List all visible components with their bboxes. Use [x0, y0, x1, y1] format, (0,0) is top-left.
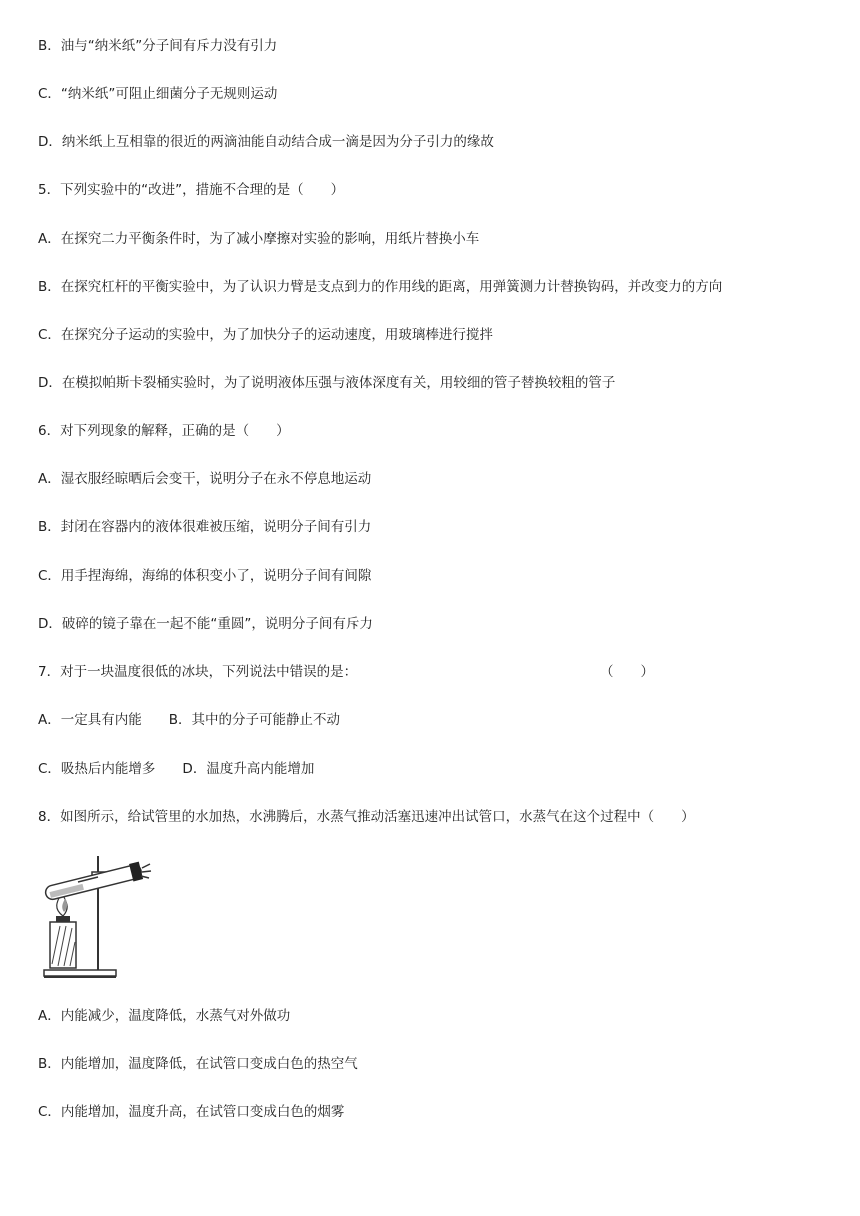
q5-option-b: B．在探究杠杆的平衡实验中，为了认识力臂是支点到力的作用线的距离，用弹簧测力计替换钩码，并改变力的方向 — [38, 279, 723, 295]
q8-option-a: A．内能减少，温度降低，水蒸气对外做功 — [38, 1008, 291, 1024]
q6-option-b: B．封闭在容器内的液体很难被压缩，说明分子间有引力 — [38, 519, 372, 535]
test-tube-heating-figure — [38, 850, 152, 980]
q5-stem: 5．下列实验中的“改进”，措施不合理的是（ ） — [38, 182, 345, 198]
q8-stem: 8．如图所示，给试管里的水加热，水沸腾后，水蒸气推动活塞迅速冲出试管口，水蒸气在这个过程中（ ） — [38, 809, 695, 825]
q7-answer-bracket: （ ） — [600, 664, 654, 680]
q6-option-c: C．用手捏海绵，海绵的体积变小了，说明分子间有间隙 — [38, 568, 372, 584]
q6-stem: 6．对下列现象的解释，正确的是（ ） — [38, 423, 290, 439]
q5-option-c: C．在探究分子运动的实验中，为了加快分子的运动速度，用玻璃棒进行搅拌 — [38, 327, 493, 343]
q7-options-cd: C．吸热后内能增多 D．温度升高内能增加 — [38, 761, 315, 777]
q8-option-c: C．内能增加，温度升高，在试管口变成白色的烟雾 — [38, 1104, 345, 1120]
q6-option-a: A．湿衣服经晾晒后会变干，说明分子在永不停息地运动 — [38, 471, 372, 487]
q6-option-d: D．破碎的镜子靠在一起不能“重圆”，说明分子间有斥力 — [38, 616, 373, 632]
q7-stem: 7．对于一块温度很低的冰块，下列说法中错误的是： — [38, 664, 358, 680]
q5-option-d: D．在模拟帕斯卡裂桶实验时，为了说明液体压强与液体深度有关，用较细的管子替换较粗的管子 — [38, 375, 616, 391]
q7-options-ab: A．一定具有内能 B．其中的分子可能静止不动 — [38, 712, 340, 728]
q5-option-a: A．在探究二力平衡条件时，为了减小摩擦对实验的影响，用纸片替换小车 — [38, 231, 480, 247]
q4-option-c: C．“纳米纸”可阻止细菌分子无规则运动 — [38, 86, 278, 102]
q4-option-b: B．油与“纳米纸”分子间有斥力没有引力 — [38, 38, 278, 54]
q4-option-d: D．纳米纸上互相靠的很近的两滴油能自动结合成一滴是因为分子引力的缘故 — [38, 134, 494, 150]
q8-option-b: B．内能增加，温度降低，在试管口变成白色的热空气 — [38, 1056, 358, 1072]
